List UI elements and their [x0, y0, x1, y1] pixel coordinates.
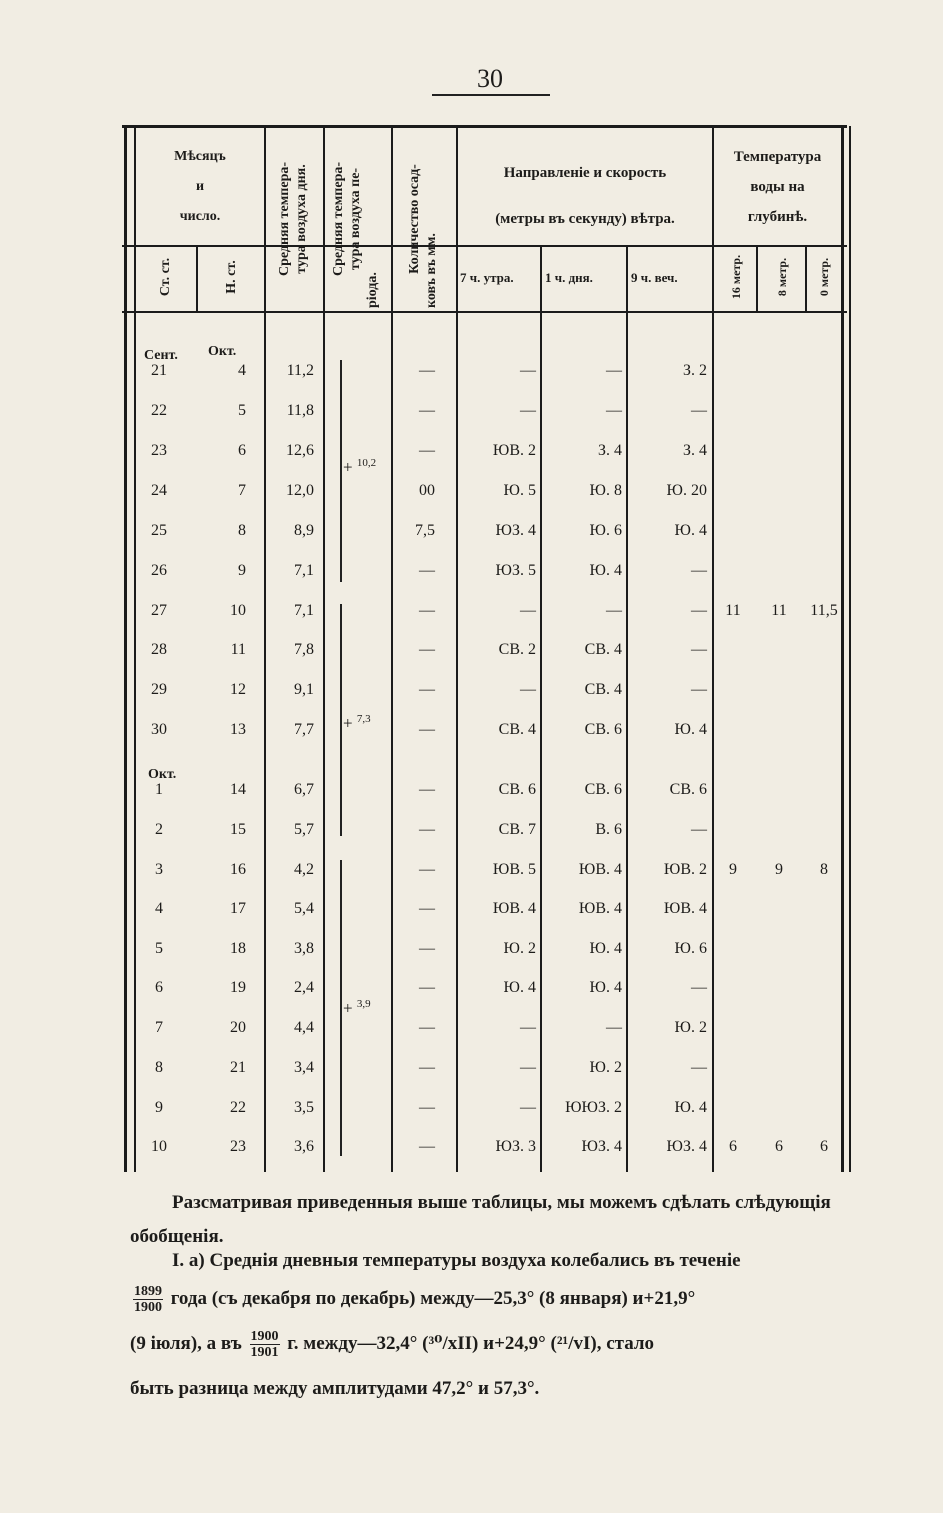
header-water-temp: Температура воды на глубинѣ. — [733, 149, 822, 225]
cell-st: 24 — [151, 482, 167, 499]
cell-t: 7,1 — [294, 602, 314, 619]
cell-ns: 4 — [238, 362, 246, 379]
cell-t: 4,2 — [294, 861, 314, 878]
cell-w1: В. 6 — [595, 821, 622, 838]
cell-w9: Ю. 4 — [674, 522, 707, 539]
cell-w9: — — [691, 681, 707, 698]
cell-ns: 22 — [230, 1099, 246, 1116]
cell-p: — — [419, 1138, 435, 1155]
cell-ns: 9 — [238, 562, 246, 579]
cell-w1: Ю. 8 — [589, 482, 622, 499]
cell-t: 5,7 — [294, 821, 314, 838]
cell-w9: З. 4 — [682, 442, 707, 459]
cell-ns: 23 — [230, 1138, 246, 1155]
cell-d0: 6 — [820, 1138, 828, 1155]
month-label-oct: Окт. — [208, 344, 237, 359]
cell-st: 30 — [151, 721, 167, 738]
cell-st: 29 — [151, 681, 167, 698]
header-avg-day-temp: Средняя темпера- тура воздуха дня. — [277, 161, 309, 277]
cell-t: 7,8 — [294, 641, 314, 658]
cell-w1: — — [606, 402, 622, 419]
fraction-1900-1901: $\frac{1900}{1901}$ — [250, 1329, 279, 1361]
header-wind-9pm: 9 ч. веч. — [631, 270, 678, 285]
cell-d16: 11 — [725, 602, 741, 619]
cell-t: 11,8 — [286, 402, 314, 419]
cell-st: 8 — [155, 1059, 163, 1076]
period-avg: + $^{10,2}$ — [343, 457, 377, 477]
cell-ns: 6 — [238, 442, 246, 459]
cell-w9: З. 2 — [682, 362, 707, 379]
col-line — [712, 126, 714, 1172]
period-brace — [332, 360, 342, 582]
cell-w1: З. 4 — [597, 442, 622, 459]
cell-w1: Ю. 4 — [589, 940, 622, 957]
header-avg-period-temp: Средняя темпера- тура воздуха пе- ріода. — [331, 161, 380, 308]
cell-w1: ЮВ. 4 — [578, 900, 622, 917]
cell-p: — — [419, 681, 435, 698]
paragraph-line-4: быть разница между амплитудами 47,2° и 57,3°. — [130, 1378, 540, 1399]
cell-st: 5 — [155, 940, 163, 957]
cell-p: — — [419, 442, 435, 459]
cell-t: 4,4 — [294, 1019, 314, 1036]
cell-p: — — [419, 781, 435, 798]
cell-w7: СВ. 7 — [498, 821, 536, 838]
cell-st: 21 — [151, 362, 167, 379]
cell-d8: 9 — [775, 861, 783, 878]
col-line — [849, 126, 851, 1172]
cell-w9: Ю. 2 — [674, 1019, 707, 1036]
cell-w7: СВ. 4 — [498, 721, 536, 738]
cell-ns: 16 — [230, 861, 246, 878]
header-bottom-rule — [122, 311, 847, 313]
cell-ns: 8 — [238, 522, 246, 539]
paragraph-intro: Разсматривая приведенныя выше таблицы, мы можемъ сдѣлать слѣдующія обобщенія. — [130, 1192, 831, 1247]
cell-st: 2 — [155, 821, 163, 838]
period-brace — [332, 604, 342, 836]
cell-w1: ЮЗ. 4 — [581, 1138, 622, 1155]
cell-ns: 19 — [230, 979, 246, 996]
col-line — [841, 126, 844, 1172]
cell-st: 25 — [151, 522, 167, 539]
cell-w1: ЮЮЗ. 2 — [565, 1099, 622, 1116]
cell-t: 3,6 — [294, 1138, 314, 1155]
cell-p: — — [419, 402, 435, 419]
cell-w7: — — [520, 1099, 536, 1116]
cell-w1: Ю. 4 — [589, 979, 622, 996]
cell-ns: 13 — [230, 721, 246, 738]
cell-st: 23 — [151, 442, 167, 459]
header-depth-0: 0 метр. — [817, 257, 831, 297]
month-label-oct-old: Окт. — [148, 767, 177, 782]
cell-p: — — [419, 602, 435, 619]
cell-st: 6 — [155, 979, 163, 996]
cell-w1: Ю. 6 — [589, 522, 622, 539]
cell-w1: — — [606, 1019, 622, 1036]
month-label-sept: Сент. — [144, 348, 178, 363]
cell-st: 22 — [151, 402, 167, 419]
cell-w9: СВ. 6 — [669, 781, 707, 798]
cell-t: 8,9 — [294, 522, 314, 539]
cell-ns: 11 — [230, 641, 246, 658]
cell-ns: 18 — [230, 940, 246, 957]
cell-t: 9,1 — [294, 681, 314, 698]
cell-d8: 11 — [771, 602, 787, 619]
cell-p: — — [419, 1099, 435, 1116]
cell-w9: — — [691, 402, 707, 419]
paragraph-line-1: I. а) Среднія дневныя температуры воздуха колебались въ теченіе — [172, 1250, 741, 1271]
cell-st: 10 — [151, 1138, 167, 1155]
cell-w7: ЮЗ. 3 — [495, 1138, 536, 1155]
cell-w9: — — [691, 641, 707, 658]
cell-w7: — — [520, 1059, 536, 1076]
cell-w7: — — [520, 402, 536, 419]
header-new-style: Н. ст. — [224, 260, 239, 294]
col-line — [196, 245, 198, 311]
period-brace — [332, 860, 342, 1156]
cell-st: 4 — [155, 900, 163, 917]
cell-t: 5,4 — [294, 900, 314, 917]
paragraph-line-3: (9 іюля), а въ $\frac{1900}{1901}$ г. между—32,4° (³⁰/xII) и+24,9° (²¹/vI), стало — [130, 1329, 655, 1361]
cell-ns: 7 — [238, 482, 246, 499]
cell-st: 26 — [151, 562, 167, 579]
cell-w9: Ю. 4 — [674, 721, 707, 738]
cell-t: 3,5 — [294, 1099, 314, 1116]
header-old-style: Ст. ст. — [158, 257, 173, 297]
cell-w1: СВ. 4 — [584, 681, 622, 698]
cell-p: — — [419, 861, 435, 878]
cell-w1: СВ. 6 — [584, 721, 622, 738]
cell-p: — — [419, 362, 435, 379]
cell-t: 11,2 — [286, 362, 314, 379]
cell-ns: 12 — [230, 681, 246, 698]
period-avg: + $^{3,9}$ — [343, 998, 371, 1018]
cell-w9: — — [691, 602, 707, 619]
cell-w1: — — [606, 602, 622, 619]
cell-w7: — — [520, 362, 536, 379]
cell-p: — — [419, 900, 435, 917]
cell-p: — — [419, 641, 435, 658]
cell-w7: ЮЗ. 4 — [495, 522, 536, 539]
cell-p: 00 — [419, 482, 435, 499]
page-number: 30 — [477, 64, 503, 93]
fraction-1899-1900: $\frac{1899}{1900}$ — [134, 1284, 162, 1316]
cell-t: 12,0 — [286, 482, 314, 499]
cell-p: — — [419, 821, 435, 838]
cell-w1: СВ. 6 — [584, 781, 622, 798]
cell-w7: Ю. 4 — [503, 979, 536, 996]
cell-w7: Ю. 5 — [503, 482, 536, 499]
cell-w9: ЮЗ. 4 — [666, 1138, 707, 1155]
cell-st: 3 — [155, 861, 163, 878]
cell-w9: ЮВ. 2 — [663, 861, 707, 878]
col-line — [124, 126, 127, 1172]
header-depth-16: 16 метр. — [729, 254, 743, 300]
cell-st: 28 — [151, 641, 167, 658]
cell-w1: СВ. 4 — [584, 641, 622, 658]
cell-w7: Ю. 2 — [503, 940, 536, 957]
cell-d16: 9 — [729, 861, 737, 878]
cell-p: — — [419, 1059, 435, 1076]
cell-st: 7 — [155, 1019, 163, 1036]
cell-t: 6,7 — [294, 781, 314, 798]
cell-ns: 10 — [230, 602, 246, 619]
cell-ns: 20 — [230, 1019, 246, 1036]
cell-ns: 5 — [238, 402, 246, 419]
cell-w1: ЮВ. 4 — [578, 861, 622, 878]
cell-w7: ЮЗ. 5 — [495, 562, 536, 579]
cell-d0: 8 — [820, 861, 828, 878]
cell-w7: ЮВ. 4 — [492, 900, 536, 917]
cell-t: 7,1 — [294, 562, 314, 579]
header-month-day: Мѣсяцъ и число. — [174, 149, 226, 224]
cell-w9: — — [691, 1059, 707, 1076]
cell-ns: 14 — [230, 781, 246, 798]
header-wind-7am: 7 ч. утра. — [460, 270, 514, 285]
cell-p: — — [419, 721, 435, 738]
period-avg: + $^{7,3}$ — [343, 713, 371, 733]
cell-w1: — — [606, 362, 622, 379]
header-wind: Направленіе и скорость (метры въ секунду) вѣтра. — [495, 165, 675, 227]
header-precipitation: Количество осад- ковъ въ мм. — [407, 164, 439, 308]
cell-p: — — [419, 562, 435, 579]
cell-w9: Ю. 6 — [674, 940, 707, 957]
cell-w1: Ю. 4 — [589, 562, 622, 579]
cell-ns: 21 — [230, 1059, 246, 1076]
cell-p: — — [419, 979, 435, 996]
cell-w7: — — [520, 602, 536, 619]
cell-t: 2,4 — [294, 979, 314, 996]
cell-w9: Ю. 4 — [674, 1099, 707, 1116]
cell-d8: 6 — [775, 1138, 783, 1155]
table-top-rule — [122, 125, 847, 128]
cell-w7: СВ. 6 — [498, 781, 536, 798]
cell-ns: 17 — [230, 900, 246, 917]
cell-w7: ЮВ. 5 — [492, 861, 536, 878]
cell-w9: — — [691, 979, 707, 996]
cell-d16: 6 — [729, 1138, 737, 1155]
cell-st: 9 — [155, 1099, 163, 1116]
cell-w7: СВ. 2 — [498, 641, 536, 658]
cell-st: 27 — [151, 602, 167, 619]
cell-p: — — [419, 1019, 435, 1036]
col-line — [323, 126, 325, 1172]
cell-t: 7,7 — [294, 721, 314, 738]
cell-w1: Ю. 2 — [589, 1059, 622, 1076]
cell-w7: — — [520, 681, 536, 698]
header-depth-8: 8 метр. — [775, 257, 789, 297]
cell-w7: — — [520, 1019, 536, 1036]
col-line — [756, 245, 758, 311]
paragraph-line-2: $\frac{1899}{1900}$ года (съ декабря по декабрь) между—25,3° (8 января) и+21,9° — [134, 1284, 696, 1316]
cell-w9: ЮВ. 4 — [663, 900, 707, 917]
cell-d0: 11,5 — [810, 602, 838, 619]
cell-w9: — — [691, 821, 707, 838]
cell-ns: 15 — [230, 821, 246, 838]
cell-t: 3,8 — [294, 940, 314, 957]
header-wind-1pm: 1 ч. дня. — [545, 270, 593, 285]
cell-p: — — [419, 940, 435, 957]
cell-t: 12,6 — [286, 442, 314, 459]
cell-st: 1 — [155, 781, 163, 798]
col-line — [805, 245, 807, 311]
cell-w7: ЮВ. 2 — [492, 442, 536, 459]
cell-p: 7,5 — [415, 522, 435, 539]
cell-t: 3,4 — [294, 1059, 314, 1076]
cell-w9: Ю. 20 — [666, 482, 707, 499]
cell-w9: — — [691, 562, 707, 579]
